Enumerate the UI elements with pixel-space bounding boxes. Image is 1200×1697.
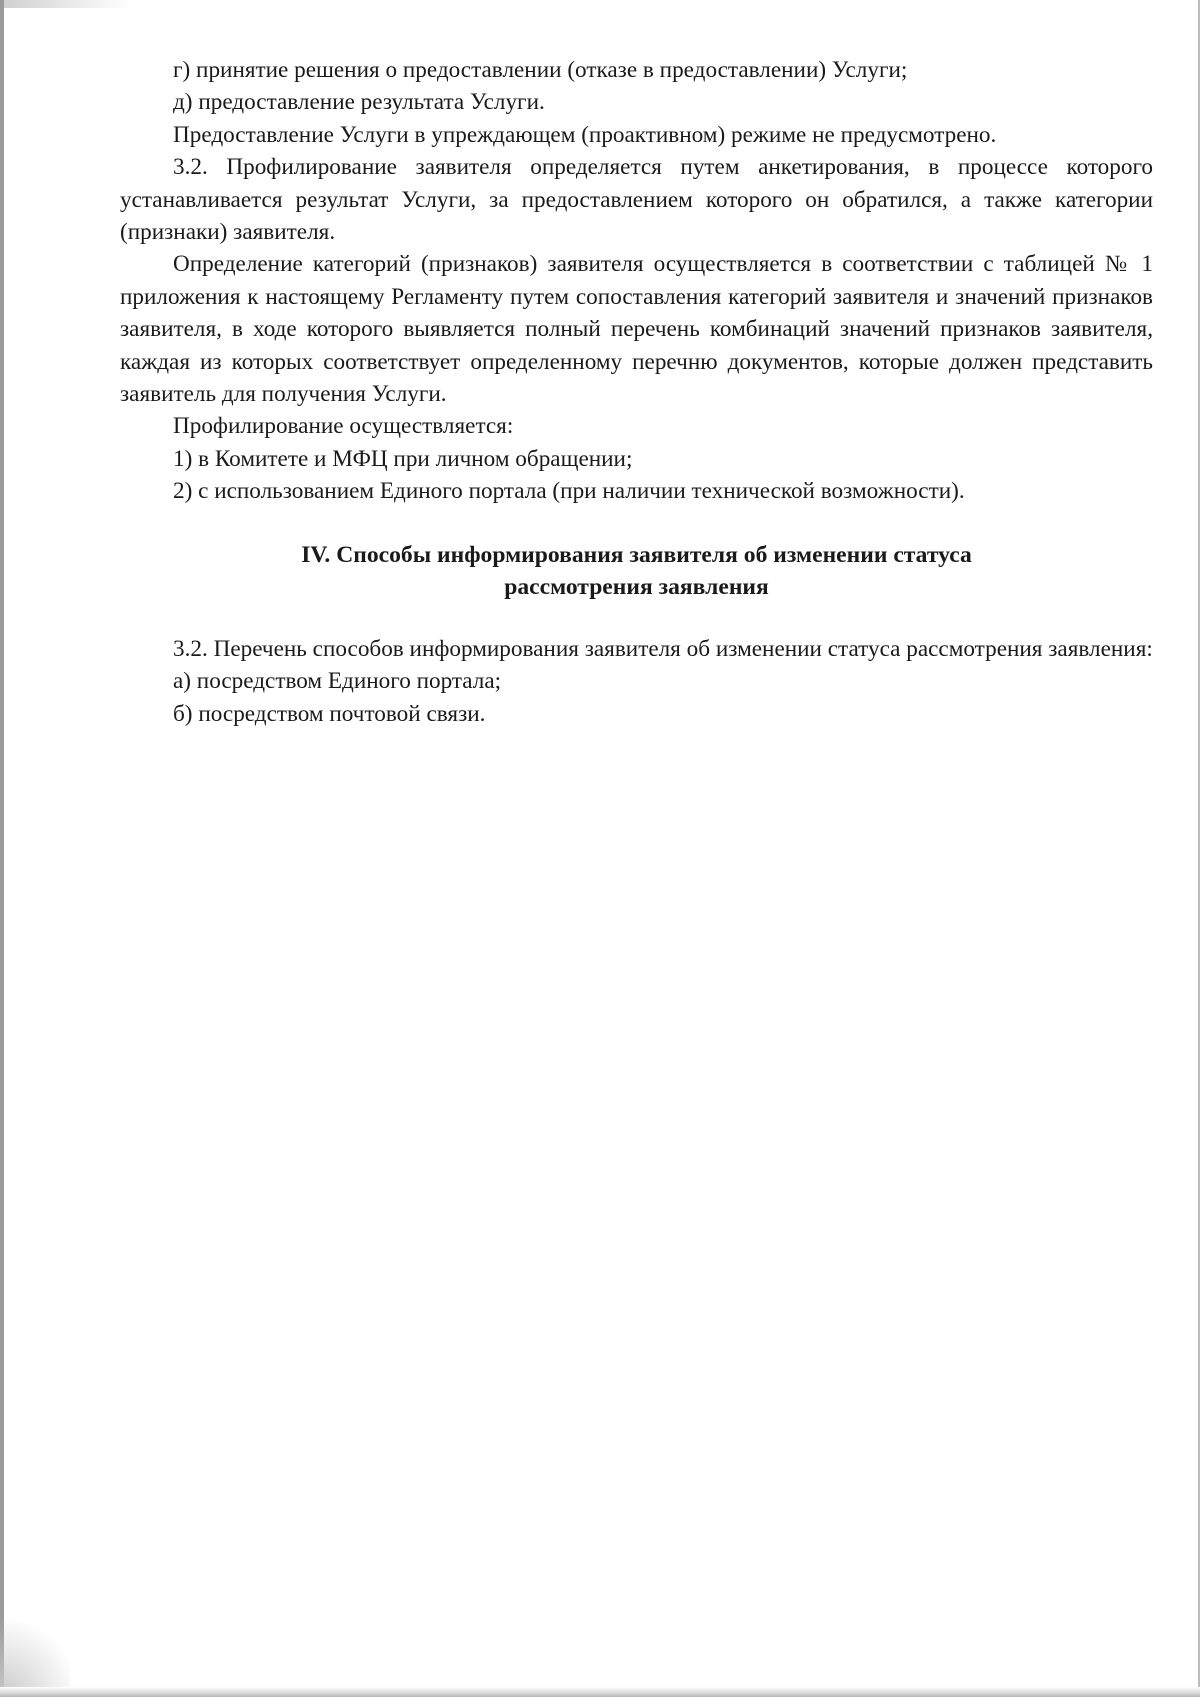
paragraph-proactive: Предоставление Услуги в упреждающем (проактивном) режиме не предусмотрено. [173, 121, 997, 148]
list-item-d: д) предоставление результата Услуги. [173, 89, 545, 116]
scan-artifact [0, 1607, 70, 1697]
list-item-2: 2) с использованием Единого портала (при наличии технической возможности). [173, 478, 965, 505]
paragraph-profiling-methods: Профилирование осуществляется: [173, 413, 514, 440]
paragraph-profiling: 3.2. Профилирование заявителя определяется путем анкетирования, в процессе которого устанавливается результат Услуги, за предоставлением которого он обратился, а также категории (признаки) заявителя. [120, 154, 1153, 246]
paragraph-categories: Определение категорий (признаков) заявителя осуществляется в соответствии с таблицей № 1 приложения к настоящему Регламенту путем сопоставления категорий заявителя и значений признаков заявителя, в ходе которого выявляется полный перечень комбинаций значений признаков заявителя, каждая из которых соответствует определенному перечню документов, которые должен представить заявитель для получения Услуги. [120, 251, 1153, 408]
section-heading-line: IV. Способы информирования заявителя об изменении статуса [301, 541, 972, 568]
list-item-a: а) посредством Единого портала; [173, 668, 502, 695]
paragraph-notification-methods: 3.2. Перечень способов информирования заявителя об изменении статуса рассмотрения заявления: [173, 635, 1153, 662]
document-body [120, 54, 1153, 730]
list-item-g: г) принятие решения о предоставлении (отказе в предоставлении) Услуги; [173, 57, 908, 83]
section-heading-line: рассмотрения заявления [504, 573, 769, 600]
scan-edge [0, 1687, 1200, 1697]
scan-artifact [0, 0, 130, 8]
scan-edge [0, 0, 4, 1697]
list-item-1: 1) в Комитете и МФЦ при личном обращении; [173, 445, 633, 472]
section-heading [120, 539, 1153, 603]
list-item-b: б) посредством почтовой связи. [173, 700, 486, 727]
